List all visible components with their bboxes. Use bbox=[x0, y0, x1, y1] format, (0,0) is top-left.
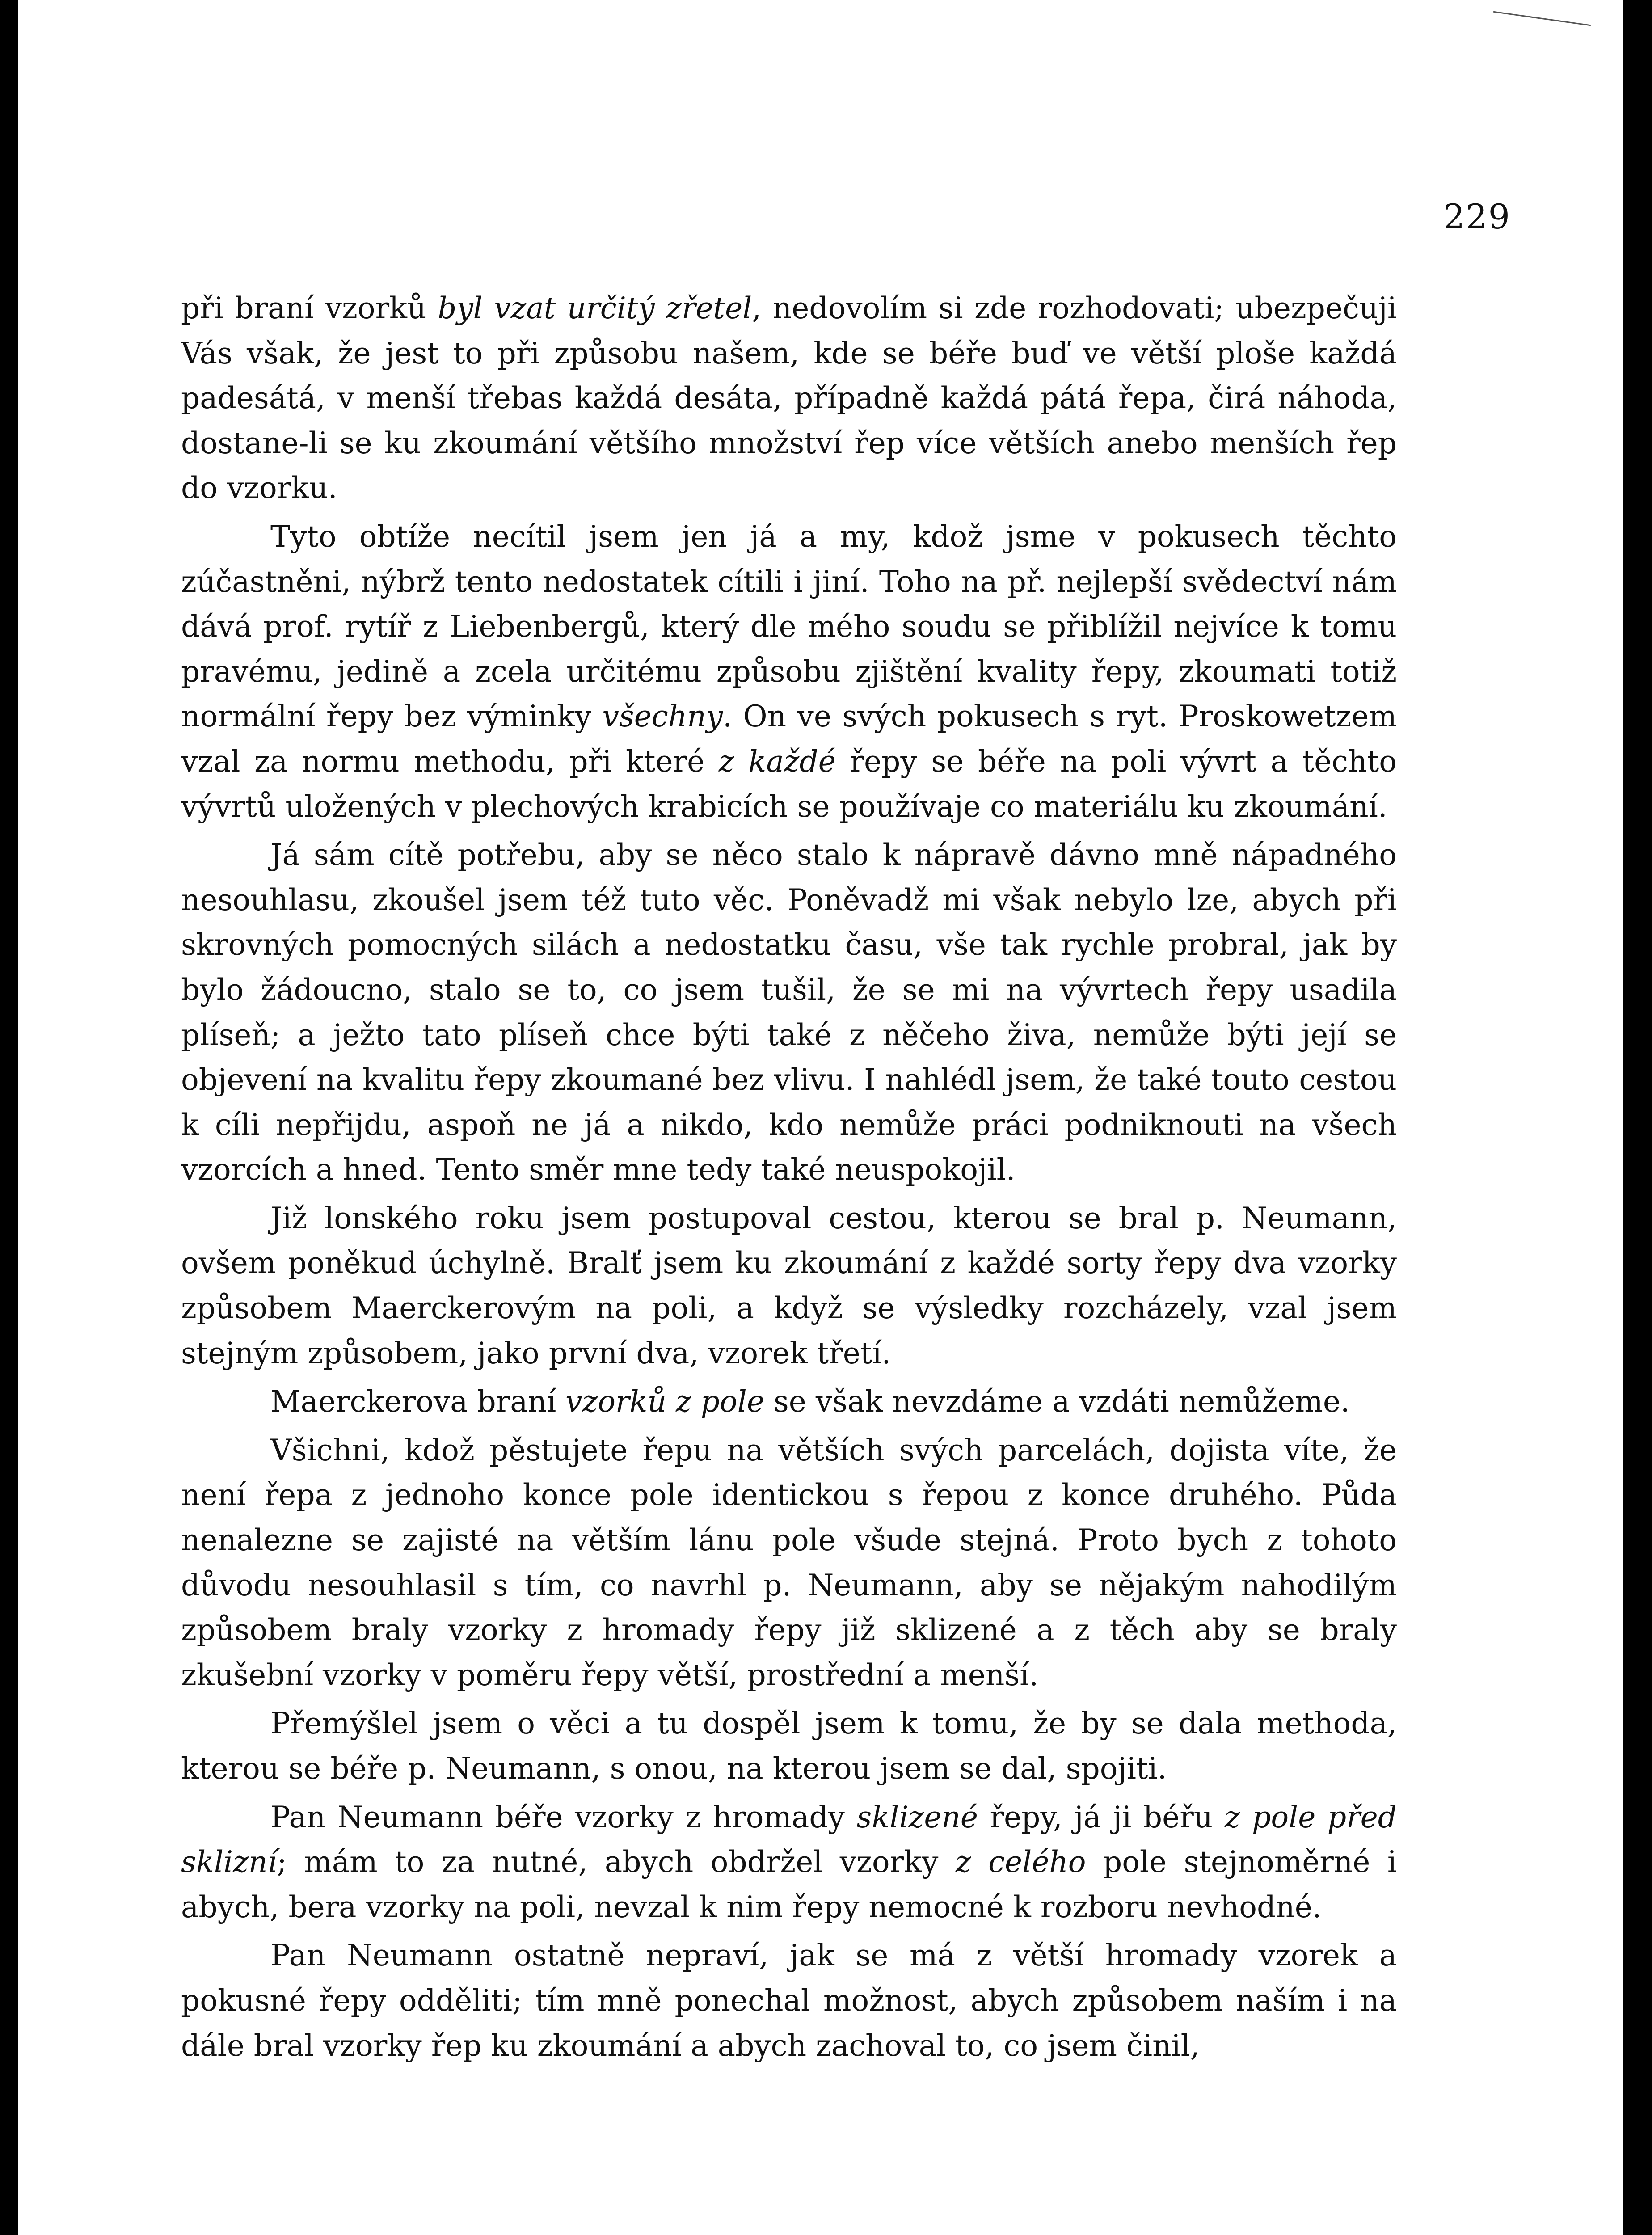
text-run: Pan Neumann ostatně nepraví, jak se má z větší hromady vzorek a pokusné řepy odděliti; tím mně ponechal možnost, abych způsobem naším i na dále bral vzorky řep ku zkoumání a abych zachoval to, co jsem činil, bbox=[181, 1938, 1397, 2063]
text-run: , nedovolím si zde rozhodovati; ubezpečuji Vás však, že jest to při způsobu našem, kde se béře buď ve větší ploše každá padesátá, v menší třebas každá desáta, případně každá pátá řepa, čirá náhoda, dostane-li se ku zkoumání většího množství řep více větších anebo menších řep do vzorku. bbox=[181, 291, 1397, 506]
book-page bbox=[18, 0, 1622, 2235]
text-run: ; mám to za nutné, abych obdržel vzorky bbox=[277, 1845, 956, 1880]
paragraph-8 bbox=[181, 1795, 1397, 1930]
paragraph-9 bbox=[181, 1933, 1397, 2068]
text-run: Pan Neumann béře vzorky z hromady bbox=[270, 1800, 857, 1834]
emphasis-run: vzorků z pole bbox=[565, 1384, 764, 1419]
emphasis-run: sklizené bbox=[856, 1800, 978, 1834]
paragraph-1 bbox=[181, 286, 1397, 511]
emphasis-run: z pole před sklizní bbox=[181, 1800, 1397, 1880]
text-run: Tyto obtíže necítil jsem jen já a my, kdož jsme v pokusech těchto zúčastněni, nýbrž tento nedostatek cítili i jiní. Toho na př. nejlepší svědectví nám dává prof. rytíř z Liebenbergů, který dle mého soudu se přiblížil nejvíce k tomu pravému, jedině a zcela určitému způsobu zjištění kvality řepy, zkoumati totiž normální řepy bez výminky bbox=[181, 519, 1397, 734]
text-run: . On ve svých pokusech s ryt. Proskowetzem vzal za normu methodu, při které bbox=[181, 699, 1397, 779]
text-run: pole stejnoměrné i abych, bera vzorky na poli, nevzal k nim řepy nemocné k rozboru nevhodné. bbox=[181, 1845, 1397, 1924]
text-run: Já sám cítě potřebu, aby se něco stalo k nápravě dávno mně nápadného nesouhlasu, zkoušel jsem též tuto věc. Poněvadž mi však nebylo lze, abych při skrovných pomocných silách a nedostatku času, vše tak rychle probral, jak by bylo žádoucno, stalo se to, co jsem tušil, že se mi na vývrtech řepy usadila plíseň; a ježto tato plíseň chce býti také z něčeho živa, nemůže býti její se objevení na kvalitu řepy zkoumané bez vlivu. I nahlédl jsem, že také touto cestou k cíli nepřijdu, aspoň ne já a nikdo, kdo nemůže práci podniknouti na všech vzorcích a hned. Tento směr mne tedy také neuspokojil. bbox=[181, 838, 1397, 1187]
paragraph-3 bbox=[181, 833, 1397, 1193]
text-run: řepy se béře na poli vývrt a těchto vývrtů uložených v plechových krabicích se používaje co materiálu ku zkoumání. bbox=[181, 744, 1397, 824]
text-run: řepy, já ji béřu bbox=[978, 1800, 1225, 1834]
text-run: Všichni, kdož pěstujete řepu na větších svých parcelách, dojista víte, že není řepa z jednoho konce pole identickou s řepou z konce druhého. Půda nenalezne se zajisté na větším lánu pole všude stejná. Proto bych z tohoto důvodu nesouhlasil s tím, co navrhl p. Neumann, aby se nějakým nahodilým způsobem braly vzorky z hromady řepy již sklizené a z těch aby se braly zkušební vzorky v poměru řepy větší, prostřední a menší. bbox=[181, 1433, 1397, 1692]
page-body bbox=[181, 286, 1397, 2072]
text-run: Přemýšlel jsem o věci a tu dospěl jsem k tomu, že by se dala methoda, kterou se béře p. Neumann, s onou, na kterou jsem se dal, spojiti. bbox=[181, 1706, 1397, 1786]
text-run: se však nevzdáme a vzdáti nemůžeme. bbox=[764, 1384, 1350, 1419]
emphasis-run: všechny bbox=[602, 699, 723, 734]
paragraph-7 bbox=[181, 1701, 1397, 1791]
text-run: Maerckerova braní bbox=[270, 1384, 566, 1419]
emphasis-run: byl vzat určitý zřetel bbox=[438, 291, 752, 325]
scan-mark bbox=[1493, 11, 1591, 26]
text-run: při braní vzorků bbox=[181, 291, 438, 325]
paragraph-6 bbox=[181, 1428, 1397, 1698]
emphasis-run: z celého bbox=[955, 1845, 1086, 1880]
paragraph-5 bbox=[181, 1379, 1397, 1425]
page-number: 229 bbox=[1443, 197, 1511, 236]
paragraph-2 bbox=[181, 514, 1397, 829]
text-run: Již lonského roku jsem postupoval cestou, kterou se bral p. Neumann, ovšem poněkud úchylně. Bralť jsem ku zkoumání z každé sorty řepy dva vzorky způsobem Maerckerovým na poli, a když se výsledky rozcházely, vzal jsem stejným způsobem, jako první dva, vzorek třetí. bbox=[181, 1201, 1397, 1371]
emphasis-run: z každé bbox=[718, 744, 836, 779]
paragraph-4 bbox=[181, 1196, 1397, 1376]
